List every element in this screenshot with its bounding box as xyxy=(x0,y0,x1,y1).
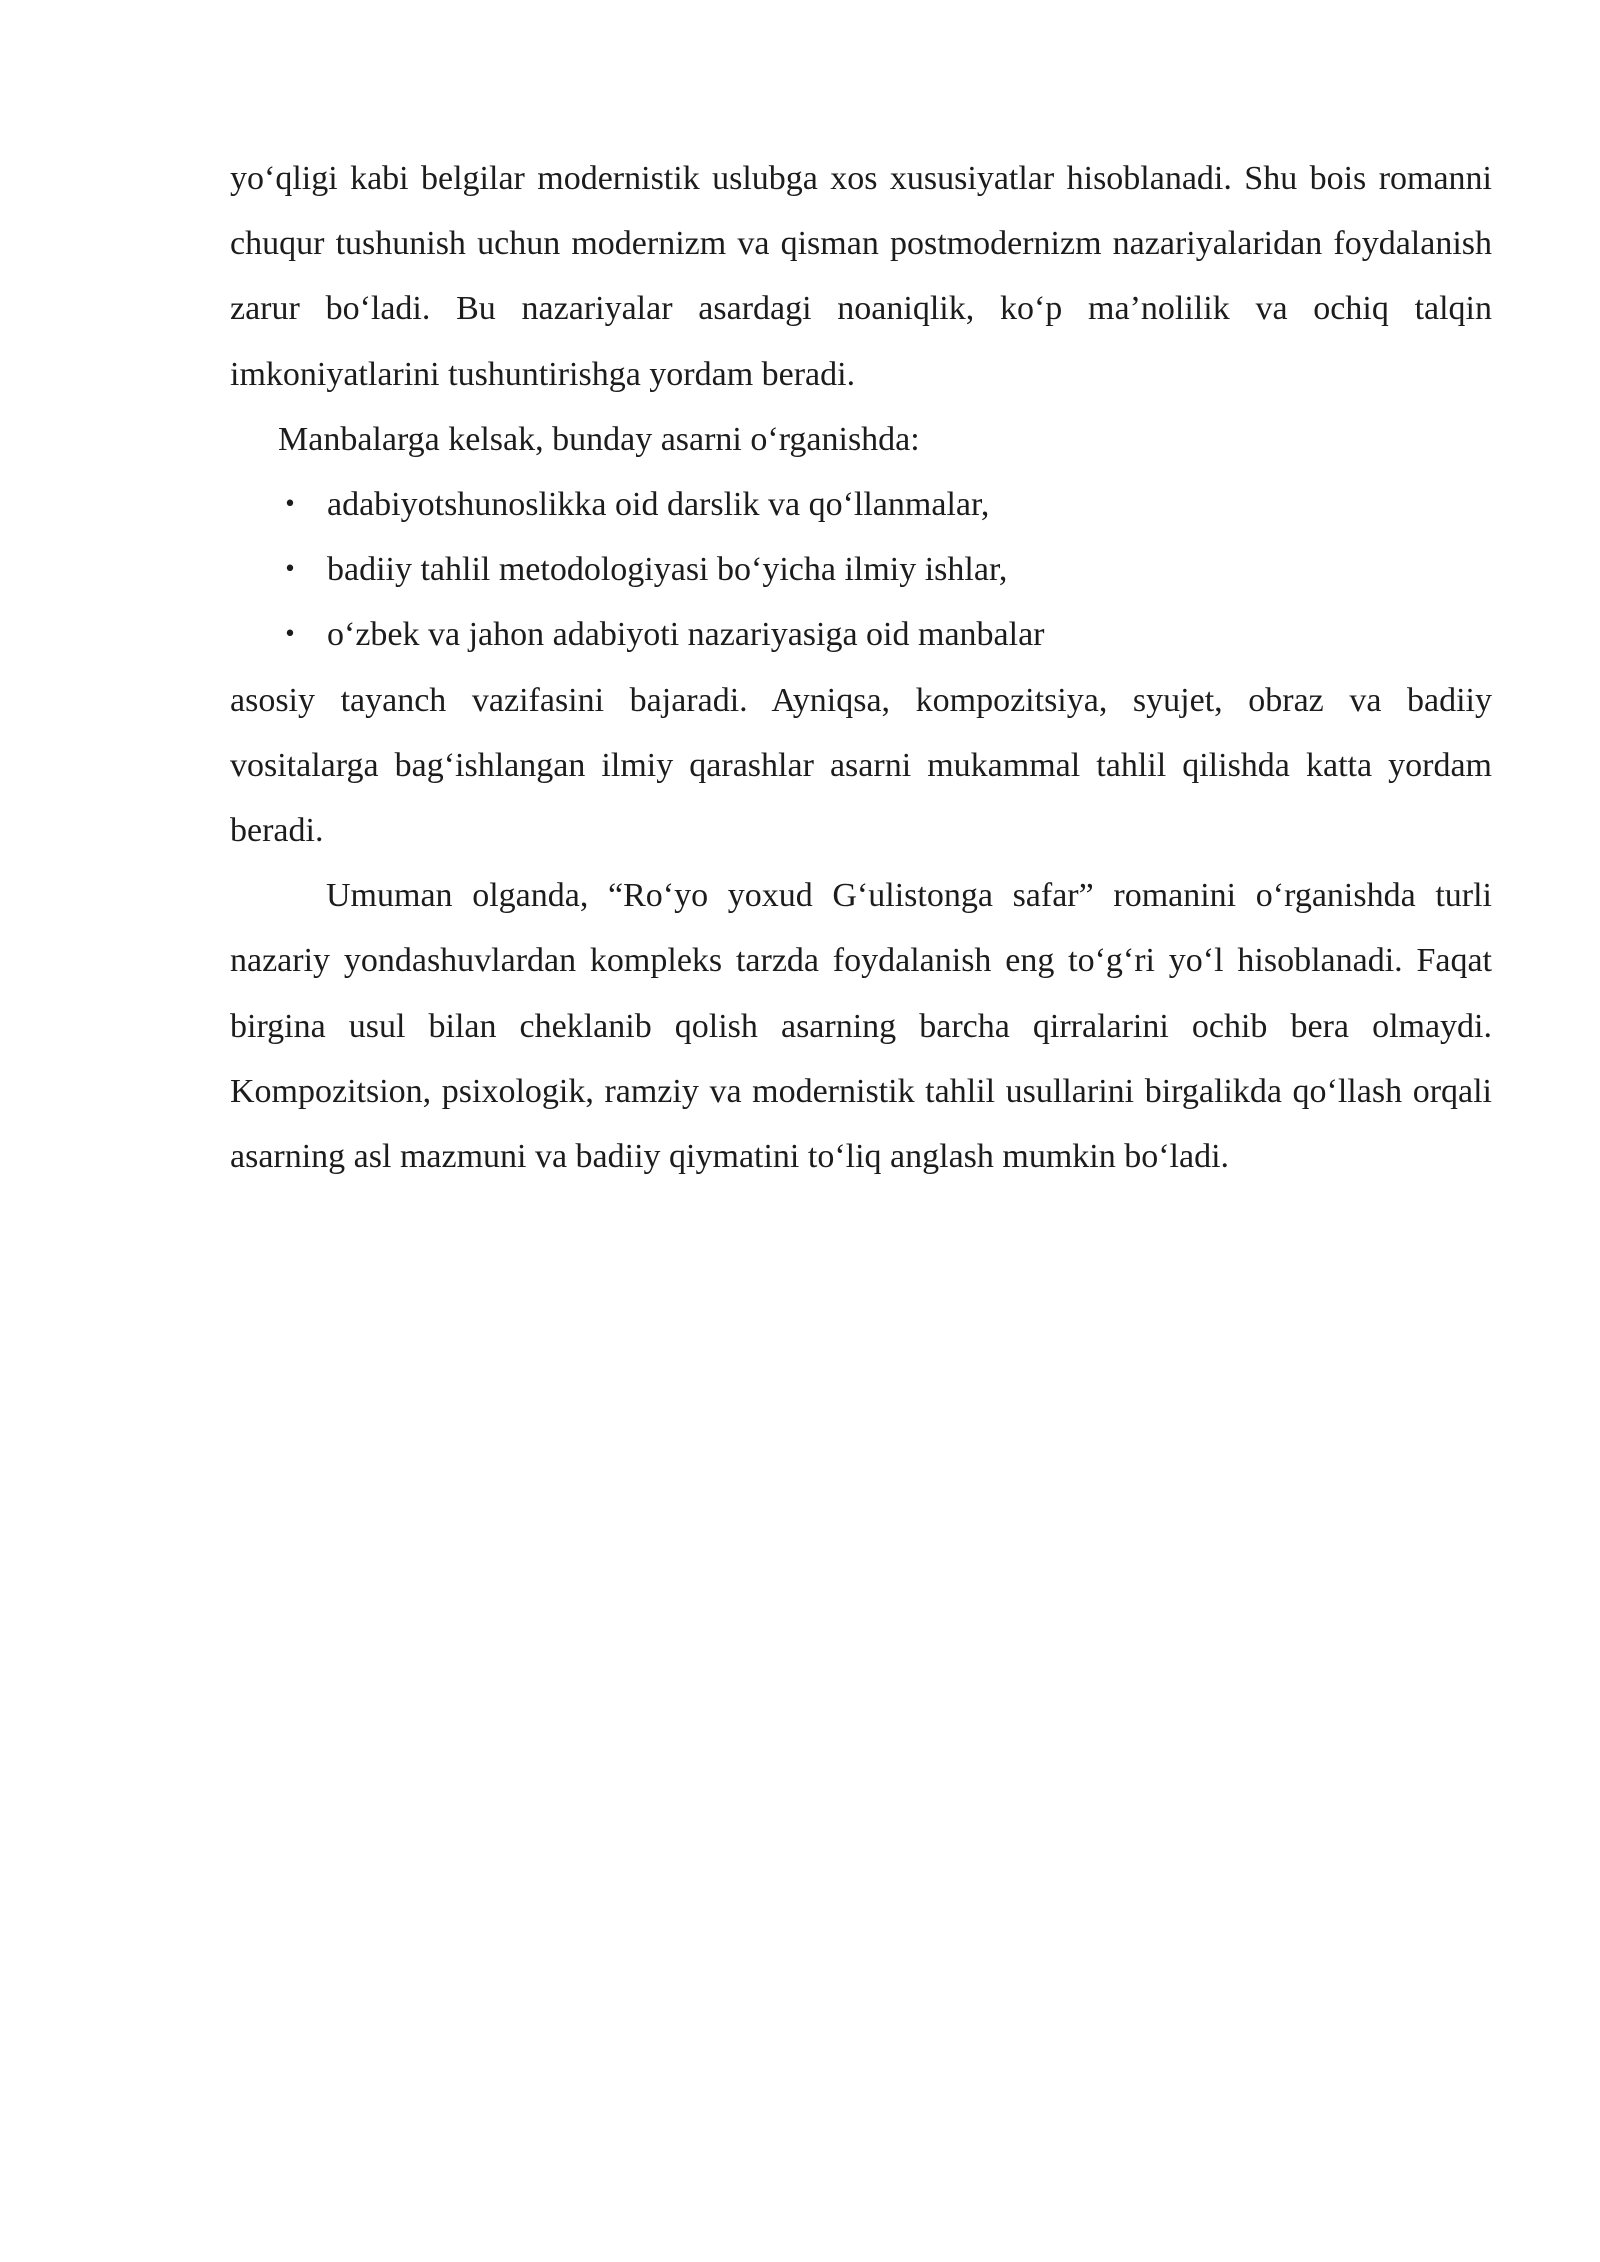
list-item xyxy=(230,602,1492,667)
bullet-icon: • xyxy=(283,557,297,583)
list-item-text: badiiy tahlil metodologiyasi bo‘yicha ilmiy ishlar, xyxy=(327,551,1008,589)
sources-list xyxy=(230,472,1492,668)
list-item xyxy=(230,537,1492,602)
list-item xyxy=(230,472,1492,537)
paragraph-sources-role: asosiy tayanch vazifasini bajaradi. Ayniqsa, kompozitsiya, syujet, obraz va badiiy vositalarga bag‘ishlangan ilmiy qarashlar asarni mukammal tahlil qilishda katta yordam beradi. xyxy=(230,681,1492,850)
document-body xyxy=(230,146,1492,1189)
list-item-text: o‘zbek va jahon adabiyoti nazariyasiga oid manbalar xyxy=(327,616,1045,654)
paragraph-sources-intro: Manbalarga kelsak, bunday asarni o‘rganishda: xyxy=(278,420,920,458)
list-item-text: adabiyotshunoslikka oid darslik va qo‘llanmalar, xyxy=(327,486,990,524)
bullet-icon: • xyxy=(283,622,297,648)
bullet-icon: • xyxy=(283,492,297,518)
paragraph-modernism-theories: yo‘qligi kabi belgilar modernistik uslubga xos xususiyatlar hisoblanadi. Shu bois romanni chuqur tushunish uchun modernizm va qisman postmodernizm nazariyalaridan foydalanish zarur bo‘ladi. Bu nazariyalar asardagi noaniqlik, ko‘p ma’nolilik va ochiq talqin imkoniyatlarini tushuntirishga yordam beradi. xyxy=(230,160,1492,393)
paragraph-conclusion: Umuman olganda, “Ro‘yo yoxud G‘ulistonga safar” romanini o‘rganishda turli nazariy yondashuvlardan kompleks tarzda foydalanish eng to‘g‘ri yo‘l hisoblanadi. Faqat birgina usul bilan cheklanib qolish asarning barcha qirralarini ochib bera olmaydi. Kompozitsion, psixologik, ramziy va modernistik tahlil usullarini birgalikda qo‘llash orqali asarning asl mazmuni va badiiy qiymatini to‘liq anglash mumkin bo‘ladi. xyxy=(230,877,1492,1176)
